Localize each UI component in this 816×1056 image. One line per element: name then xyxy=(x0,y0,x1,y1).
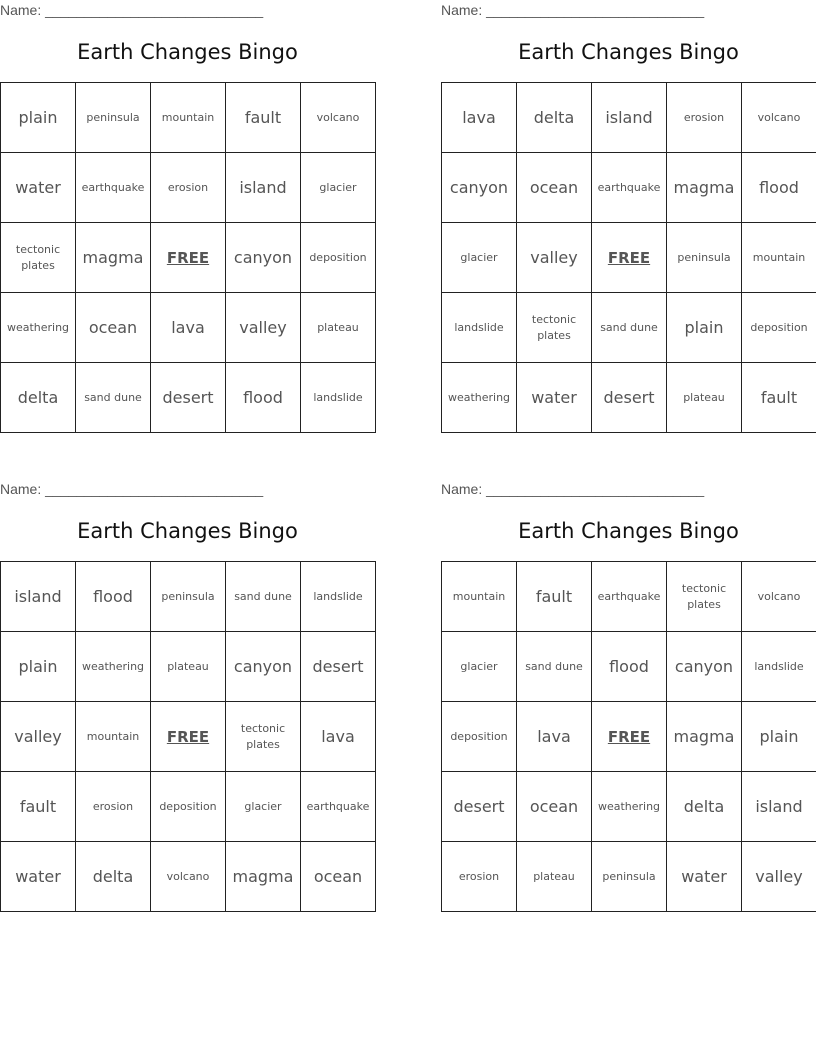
bingo-cell: island xyxy=(742,772,816,842)
bingo-cell: tectonic plates xyxy=(226,702,301,772)
bingo-cell: fault xyxy=(742,363,816,433)
card-title: Earth Changes Bingo xyxy=(77,519,298,543)
bingo-cell: sand dune xyxy=(76,363,151,433)
bingo-grid xyxy=(441,561,816,912)
bingo-row xyxy=(442,293,816,363)
bingo-cell: peninsula xyxy=(667,223,742,293)
bingo-cell: delta xyxy=(1,363,76,433)
bingo-cell: ocean xyxy=(517,772,592,842)
bingo-cell: magma xyxy=(667,702,742,772)
card-title: Earth Changes Bingo xyxy=(518,40,739,64)
free-space-cell: FREE xyxy=(592,702,667,772)
bingo-cell: sand dune xyxy=(226,562,301,632)
bingo-cell: deposition xyxy=(151,772,226,842)
bingo-cell: fault xyxy=(517,562,592,632)
bingo-cell: plateau xyxy=(301,293,376,363)
bingo-row xyxy=(442,83,816,153)
bingo-cell: deposition xyxy=(442,702,517,772)
bingo-cell: magma xyxy=(226,842,301,912)
bingo-cell: erosion xyxy=(151,153,226,223)
bingo-cell: landslide xyxy=(301,562,376,632)
bingo-row xyxy=(442,223,816,293)
bingo-cell: weathering xyxy=(76,632,151,702)
bingo-cell: canyon xyxy=(442,153,517,223)
bingo-cell: earthquake xyxy=(301,772,376,842)
bingo-cell: peninsula xyxy=(151,562,226,632)
bingo-cell: water xyxy=(517,363,592,433)
bingo-cell: desert xyxy=(151,363,226,433)
bingo-cell: canyon xyxy=(667,632,742,702)
bingo-cell: tectonic plates xyxy=(1,223,76,293)
bingo-grid xyxy=(0,561,376,912)
bingo-cell: mountain xyxy=(742,223,816,293)
bingo-cell: desert xyxy=(442,772,517,842)
bingo-row xyxy=(442,772,816,842)
bingo-row xyxy=(442,632,816,702)
bingo-row xyxy=(1,702,376,772)
name-field-line: Name: ____________________________ xyxy=(0,481,264,497)
bingo-cell: plain xyxy=(1,83,76,153)
bingo-cell: earthquake xyxy=(76,153,151,223)
bingo-row xyxy=(1,772,376,842)
bingo-grid xyxy=(0,82,376,433)
bingo-cell: fault xyxy=(226,83,301,153)
bingo-cell: earthquake xyxy=(592,153,667,223)
bingo-row xyxy=(442,702,816,772)
bingo-cell: island xyxy=(592,83,667,153)
bingo-row xyxy=(1,363,376,433)
bingo-cell: canyon xyxy=(226,632,301,702)
bingo-cell: glacier xyxy=(442,632,517,702)
name-field-line: Name: ____________________________ xyxy=(441,2,705,18)
bingo-cell: island xyxy=(1,562,76,632)
bingo-cell: desert xyxy=(592,363,667,433)
free-space-cell: FREE xyxy=(592,223,667,293)
bingo-cell: magma xyxy=(76,223,151,293)
free-space-cell: FREE xyxy=(151,702,226,772)
card-title: Earth Changes Bingo xyxy=(518,519,739,543)
bingo-cell: flood xyxy=(76,562,151,632)
bingo-cell: island xyxy=(226,153,301,223)
bingo-cell: earthquake xyxy=(592,562,667,632)
bingo-cell: mountain xyxy=(151,83,226,153)
bingo-cell: sand dune xyxy=(517,632,592,702)
bingo-cell: valley xyxy=(226,293,301,363)
bingo-cell: flood xyxy=(226,363,301,433)
bingo-cell: lava xyxy=(442,83,517,153)
bingo-cell: weathering xyxy=(442,363,517,433)
bingo-cell: water xyxy=(1,842,76,912)
bingo-row xyxy=(442,153,816,223)
bingo-cell: volcano xyxy=(151,842,226,912)
bingo-cell: erosion xyxy=(76,772,151,842)
bingo-cell: landslide xyxy=(742,632,816,702)
bingo-cell: canyon xyxy=(226,223,301,293)
free-space-cell: FREE xyxy=(151,223,226,293)
bingo-cell: tectonic plates xyxy=(517,293,592,363)
bingo-row xyxy=(1,83,376,153)
bingo-cell: fault xyxy=(1,772,76,842)
bingo-cell: valley xyxy=(1,702,76,772)
bingo-cell: mountain xyxy=(442,562,517,632)
bingo-cell: valley xyxy=(517,223,592,293)
bingo-cell: lava xyxy=(517,702,592,772)
bingo-cell: plateau xyxy=(517,842,592,912)
bingo-row xyxy=(1,632,376,702)
bingo-row xyxy=(1,842,376,912)
bingo-cell: glacier xyxy=(442,223,517,293)
bingo-cell: delta xyxy=(76,842,151,912)
bingo-cell: sand dune xyxy=(592,293,667,363)
bingo-cell: peninsula xyxy=(592,842,667,912)
bingo-row xyxy=(1,153,376,223)
bingo-cell: plateau xyxy=(667,363,742,433)
bingo-cell: plain xyxy=(742,702,816,772)
bingo-cell: volcano xyxy=(742,562,816,632)
bingo-cell: ocean xyxy=(76,293,151,363)
bingo-cell: erosion xyxy=(442,842,517,912)
bingo-cell: ocean xyxy=(301,842,376,912)
bingo-cell: tectonic plates xyxy=(667,562,742,632)
name-field-line: Name: ____________________________ xyxy=(0,2,264,18)
bingo-cell: deposition xyxy=(742,293,816,363)
bingo-row xyxy=(442,363,816,433)
bingo-cell: deposition xyxy=(301,223,376,293)
bingo-cell: glacier xyxy=(301,153,376,223)
bingo-cell: desert xyxy=(301,632,376,702)
bingo-cell: mountain xyxy=(76,702,151,772)
bingo-cell: volcano xyxy=(301,83,376,153)
bingo-cell: lava xyxy=(151,293,226,363)
bingo-cell: ocean xyxy=(517,153,592,223)
bingo-cell: landslide xyxy=(301,363,376,433)
bingo-row xyxy=(442,562,816,632)
bingo-cell: magma xyxy=(667,153,742,223)
bingo-cell: lava xyxy=(301,702,376,772)
bingo-grid xyxy=(441,82,816,433)
card-title: Earth Changes Bingo xyxy=(77,40,298,64)
bingo-cell: volcano xyxy=(742,83,816,153)
bingo-cell: delta xyxy=(667,772,742,842)
name-field-line: Name: ____________________________ xyxy=(441,481,705,497)
bingo-cell: water xyxy=(667,842,742,912)
bingo-cell: plateau xyxy=(151,632,226,702)
bingo-row xyxy=(1,562,376,632)
bingo-cell: delta xyxy=(517,83,592,153)
bingo-cell: landslide xyxy=(442,293,517,363)
bingo-cell: flood xyxy=(592,632,667,702)
bingo-cell: valley xyxy=(742,842,816,912)
bingo-cell: water xyxy=(1,153,76,223)
bingo-row xyxy=(1,223,376,293)
bingo-cell: flood xyxy=(742,153,816,223)
bingo-cell: glacier xyxy=(226,772,301,842)
bingo-cell: weathering xyxy=(592,772,667,842)
bingo-cell: plain xyxy=(1,632,76,702)
bingo-cell: erosion xyxy=(667,83,742,153)
bingo-cell: weathering xyxy=(1,293,76,363)
bingo-row xyxy=(442,842,816,912)
bingo-cell: plain xyxy=(667,293,742,363)
bingo-cell: peninsula xyxy=(76,83,151,153)
bingo-row xyxy=(1,293,376,363)
